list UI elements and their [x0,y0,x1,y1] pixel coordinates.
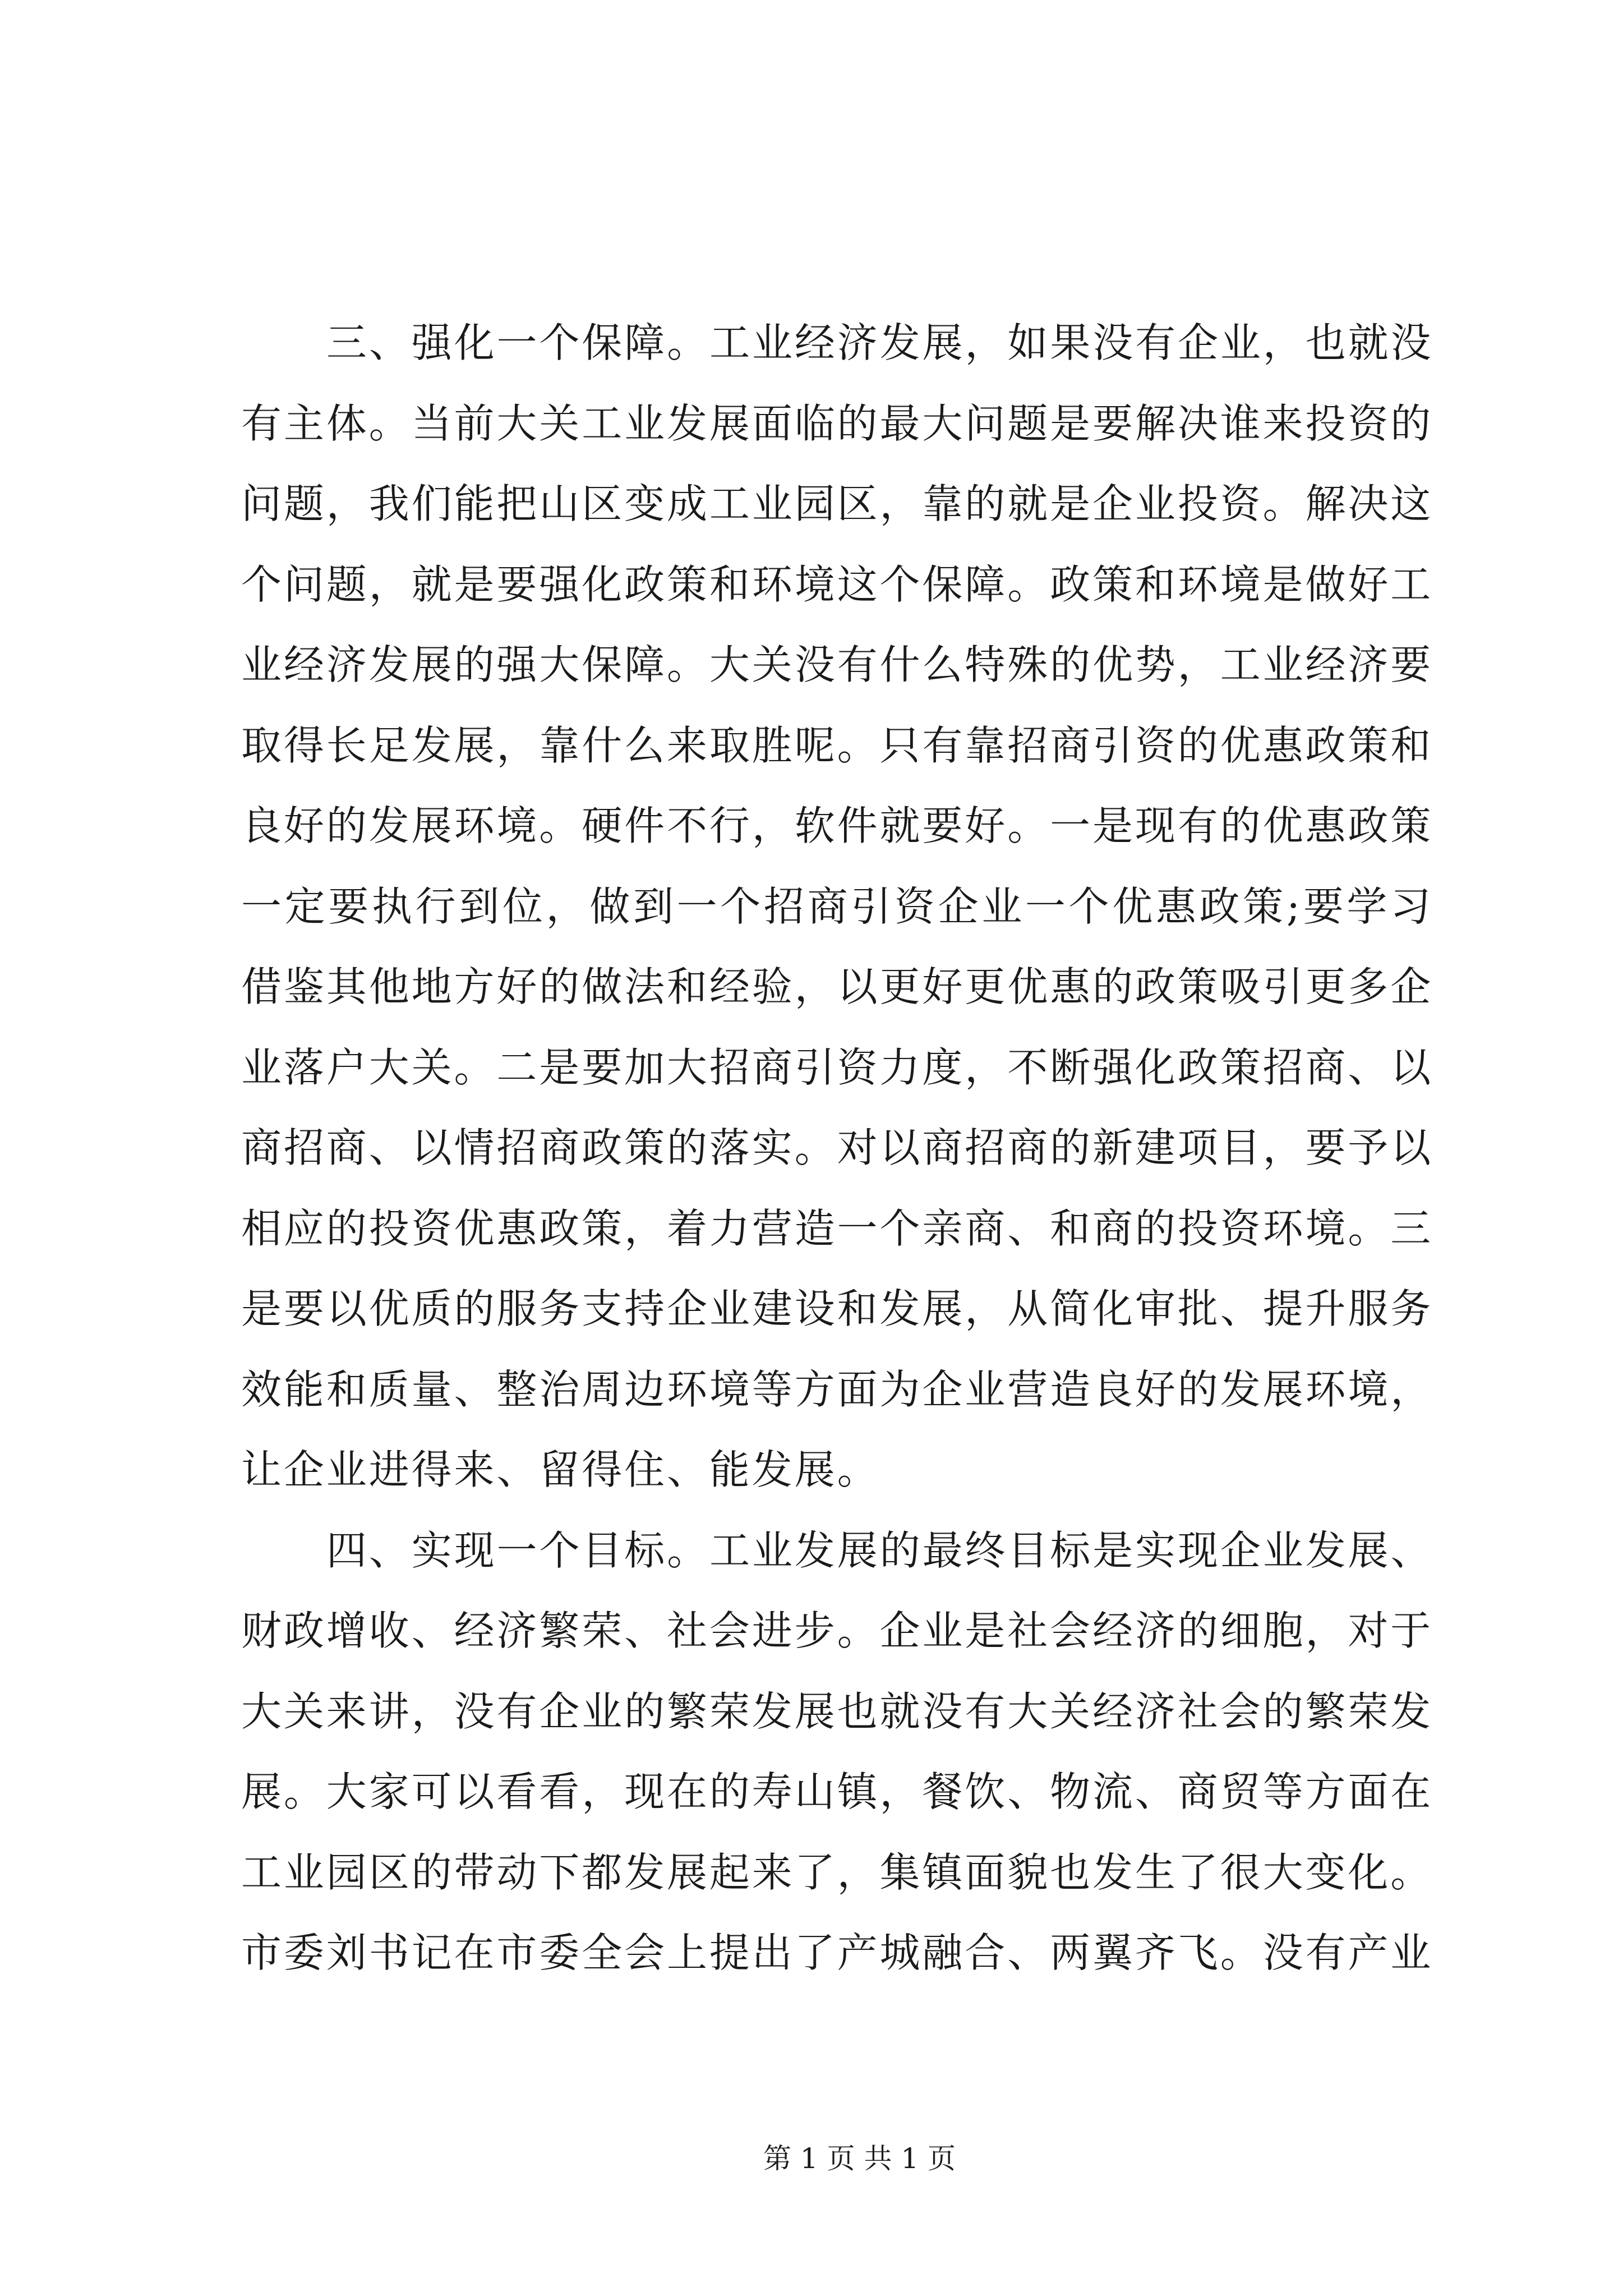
text-line: 业经济发展的强大保障。大关没有什么特殊的优势，工业经济要 [241,641,1433,688]
text-line: 让企业进得来、留得住、能发展。 [241,1446,880,1493]
text-line: 财政增收、经济繁荣、社会进步。企业是社会经济的细胞，对于 [241,1607,1433,1654]
document-body [241,303,1433,1994]
text-line: 取得长足发展，靠什么来取胜呢。只有靠招商引资的优惠政策和 [241,721,1433,769]
text-line: 良好的发展环境。硬件不行，软件就要好。一是现有的优惠政策 [241,802,1433,849]
text-line: 一定要执行到位，做到一个招商引资企业一个优惠政策;要学习 [241,882,1433,930]
paragraph-strengthen-guarantee [241,303,1433,1511]
text-line: 商招商、以情招商政策的落实。对以商招商的新建项目，要予以 [241,1124,1433,1171]
text-line: 借鉴其他地方好的做法和经验，以更好更优惠的政策吸引更多企 [241,963,1433,1010]
page-number-footer: 第 1 页 共 1 页 [763,2142,956,2175]
text-line: 个问题，就是要强化政策和环境这个保障。政策和环境是做好工 [241,560,1433,608]
text-line: 问题，我们能把山区变成工业园区，靠的就是企业投资。解决这 [241,480,1433,527]
text-line: 业落户大关。二是要加大招商引资力度，不断强化政策招商、以 [241,1043,1433,1091]
text-line: 四、实现一个目标。工业发展的最终目标是实现企业发展、 [326,1526,1433,1574]
text-line: 相应的投资优惠政策，着力营造一个亲商、和商的投资环境。三 [241,1204,1433,1252]
text-line: 市委刘书记在市委全会上提出了产城融合、两翼齐飞。没有产业 [241,1929,1433,1976]
text-line: 工业园区的带动下都发展起来了，集镇面貌也发生了很大变化。 [241,1848,1433,1896]
text-line: 展。大家可以看看，现在的寿山镇，餐饮、物流、商贸等方面在 [241,1768,1433,1815]
text-line: 大关来讲，没有企业的繁荣发展也就没有大关经济社会的繁荣发 [241,1687,1433,1735]
text-line: 有主体。当前大关工业发展面临的最大问题是要解决谁来投资的 [241,399,1433,447]
text-line: 是要以优质的服务支持企业建设和发展，从简化审批、提升服务 [241,1285,1433,1332]
text-line: 三、强化一个保障。工业经济发展，如果没有企业，也就没 [326,319,1433,366]
text-line: 效能和质量、整治周边环境等方面为企业营造良好的发展环境， [241,1365,1433,1413]
paragraph-achieve-goal [241,1511,1433,1994]
